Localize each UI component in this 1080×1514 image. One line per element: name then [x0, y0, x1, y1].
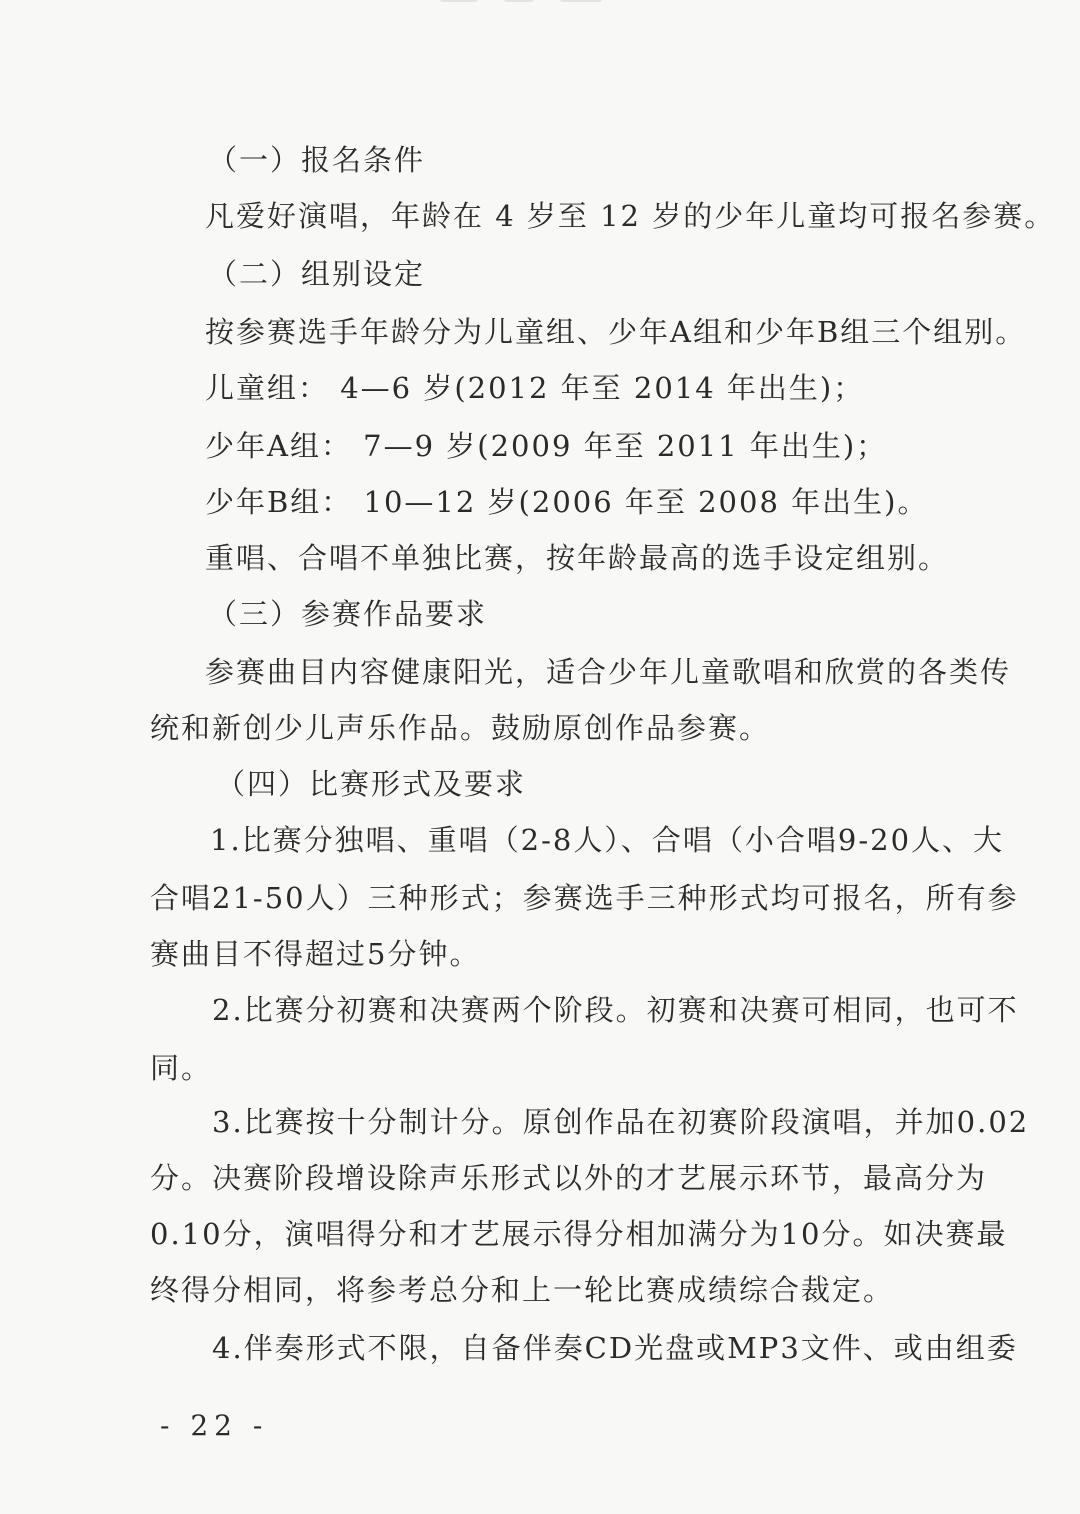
section-heading-groups: （二）组别设定	[208, 257, 426, 291]
paragraph-line: 3.比赛按十分制计分。原创作品在初赛阶段演唱，并加0.02	[212, 1105, 1030, 1139]
page-number: - 22 -	[160, 1409, 269, 1442]
previous-page-bleed	[440, 0, 640, 10]
paragraph-line: 儿童组： 4—6 岁(2012 年至 2014 年出生)；	[205, 371, 865, 405]
paragraph-line: 4.伴奏形式不限，自备伴奏CD光盘或MP3文件、或由组委	[212, 1331, 1018, 1365]
section-heading-format: （四）比赛形式及要求	[216, 767, 527, 801]
paragraph-line: 按参赛选手年龄分为儿童组、少年A组和少年B组三个组别。	[205, 315, 1027, 349]
paragraph-line: 同。	[150, 1051, 213, 1085]
paragraph-line: 分。决赛阶段增设除声乐形式以外的才艺展示环节，最高分为	[150, 1161, 988, 1195]
paragraph-line: 0.10分，演唱得分和才艺展示得分相加满分为10分。如决赛最	[150, 1217, 1008, 1251]
paragraph-line: 赛曲目不得超过5分钟。	[150, 937, 481, 971]
paragraph-line: 凡爱好演唱，年龄在 4 岁至 12 岁的少年儿童均可报名参赛。	[205, 199, 1056, 233]
paragraph-line: 少年A组： 7—9 岁(2009 年至 2011 年出生)；	[205, 429, 888, 463]
section-heading-registration: （一）报名条件	[208, 143, 426, 177]
paragraph-line: 2.比赛分初赛和决赛两个阶段。初赛和决赛可相同，也可不	[212, 993, 1019, 1027]
paragraph-line: 终得分相同，将参考总分和上一轮比赛成绩综合裁定。	[150, 1273, 895, 1307]
paragraph-line: 少年B组： 10—12 岁(2006 年至 2008 年出生)。	[205, 485, 929, 519]
paragraph-line: 重唱、合唱不单独比赛，按年龄最高的选手设定组别。	[205, 541, 950, 575]
paragraph-line: 统和新创少儿声乐作品。鼓励原创作品参赛。	[150, 711, 771, 745]
paragraph-line: 1.比赛分独唱、重唱（2-8人）、合唱（小合唱9-20人、大	[210, 823, 1005, 857]
paragraph-line: 合唱21-50人）三种形式；参赛选手三种形式均可报名，所有参	[150, 881, 1019, 915]
paragraph-line: 参赛曲目内容健康阳光，适合少年儿童歌唱和欣赏的各类传	[205, 655, 1012, 689]
section-heading-works: （三）参赛作品要求	[208, 597, 488, 631]
